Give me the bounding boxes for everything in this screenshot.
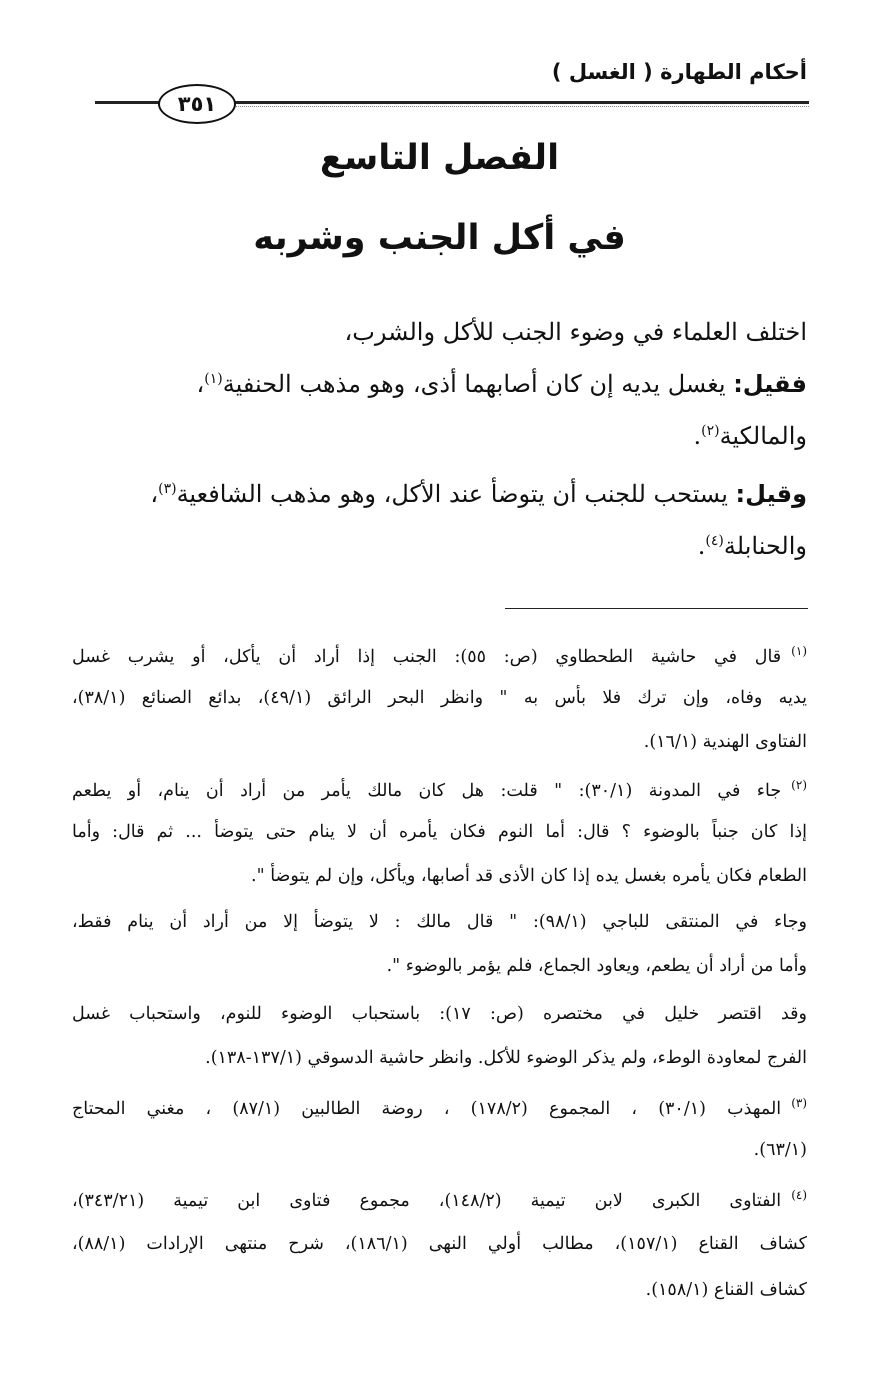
note-ref-4: (٤)	[705, 533, 724, 549]
note-ref-1: (١)	[204, 371, 223, 387]
opinion-2-end: .	[697, 532, 706, 560]
footnote-2-para3-line-1: وقد اقتصر خليل في مختصره (ص: ١٧): باستحباب الوضوء للنوم، واستحباب غسل	[72, 1004, 807, 1024]
chapter-subtitle: في أكل الجنب وشربه	[253, 218, 626, 258]
body-intro: اختلف العلماء في وضوء الجنب للأكل والشرب،	[344, 318, 807, 346]
footnote-2-line-1	[72, 778, 807, 801]
opinion-2-cont	[698, 532, 807, 560]
footnote-3-line-1	[72, 1096, 807, 1119]
opinion-1-lead: فقيل:	[733, 370, 807, 398]
opinion-1-end: .	[693, 422, 702, 450]
chapter-title: الفصل التاسع	[319, 138, 560, 178]
footnote-4-line-1	[72, 1188, 807, 1211]
opinion-2-text: يستحب للجنب أن يتوضأ عند الأكل، وهو مذهب الشافعية	[176, 480, 728, 508]
opinion-1-comma: ،	[196, 370, 205, 398]
footnote-3-text-1: المهذب (٣٠/١) ، المجموع (١٧٨/٢) ، روضة الطالبين (٨٧/١) ، مغني المحتاج	[72, 1098, 782, 1119]
footnote-3-mark: (٣)	[791, 1096, 808, 1110]
opinion-1-text: يغسل يديه إن كان أصابهما أذى، وهو مذهب الحنفية	[222, 370, 726, 398]
footnote-1-line-1	[72, 644, 807, 667]
running-title: أحكام الطهارة ( الغسل )	[551, 60, 807, 84]
header-rule-ornament	[232, 106, 809, 107]
page-number: ٣٥١	[177, 92, 217, 116]
footnote-1-line-3: الفتاوى الهندية (١٦/١).	[643, 732, 807, 752]
footnote-1-mark: (١)	[791, 644, 807, 658]
footnote-3-line-2: (٦٣/١).	[753, 1140, 807, 1160]
footnote-1-text-1: قال في حاشية الطحطاوي (ص: ٥٥): الجنب إذا أراد أن يأكل، أو يشرب غسل	[72, 646, 782, 667]
footnote-2-para2-line-1: وجاء في المنتقى للباجي (٩٨/١): " قال مالك : لا يتوضأ إلا من أراد أن ينام فقط،	[72, 912, 807, 932]
opinion-2-cont-text: والحنابلة	[723, 532, 807, 560]
footnote-2-para2-line-2: وأما من أراد أن يطعم، ويعاود الجماع، فلم يؤمر بالوضوء ".	[386, 956, 807, 976]
footnote-1-line-2: يديه وفاه، وإن ترك فلا بأس به " وانظر البحر الرائق (٤٩/١)، بدائع الصنائع (٣٨/١)،	[72, 688, 807, 708]
footnote-2-mark: (٢)	[791, 778, 807, 792]
footnote-2-para3-line-2: الفرج لمعاودة الوطء، ولم يذكر الوضوء للأكل. وانظر حاشية الدسوقي (١٣٧/١-١٣٨).	[205, 1048, 807, 1068]
footnote-4-text-1: الفتاوى الكبرى لابن تيمية (١٤٨/٢)، مجموع فتاوى ابن تيمية (٣٤٣/٢١)،	[72, 1190, 782, 1211]
opinion-2-line	[150, 480, 807, 508]
footnote-2-text-1: جاء في المدونة (٣٠/١): " قلت: هل كان مالك يأمر من أراد أن ينام، أو يطعم	[72, 780, 782, 801]
footnote-2-line-2: إذا كان جنباً بالوضوء ؟ قال: أما النوم فكان يأمره أن لا ينام حتى يتوضأ ... ثم قال: وأما	[72, 822, 807, 842]
opinion-2-lead: وقيل:	[735, 480, 807, 508]
opinion-1-line	[197, 370, 808, 398]
note-ref-2: (٢)	[701, 423, 720, 439]
opinion-1-cont	[693, 422, 807, 450]
opinion-2-comma: ،	[150, 480, 159, 508]
footnote-4-mark: (٤)	[791, 1188, 808, 1202]
page-number-badge	[158, 84, 236, 124]
opinion-1-cont-text: والمالكية	[719, 422, 807, 450]
footnote-separator	[505, 608, 808, 609]
footnote-4-line-3: كشاف القناع (١٥٨/١).	[645, 1280, 807, 1300]
footnote-4-line-2: كشاف القناع (١٥٧/١)، مطالب أولي النهى (١٨٦/١)، شرح منتهى الإرادات (٨٨/١)،	[72, 1234, 807, 1254]
note-ref-3: (٣)	[158, 481, 177, 497]
footnote-2-line-3: الطعام فكان يأمره بغسل يده إذا كان الأذى قد أصابها، ويأكل، وإن لم يتوضأ ".	[251, 866, 807, 886]
